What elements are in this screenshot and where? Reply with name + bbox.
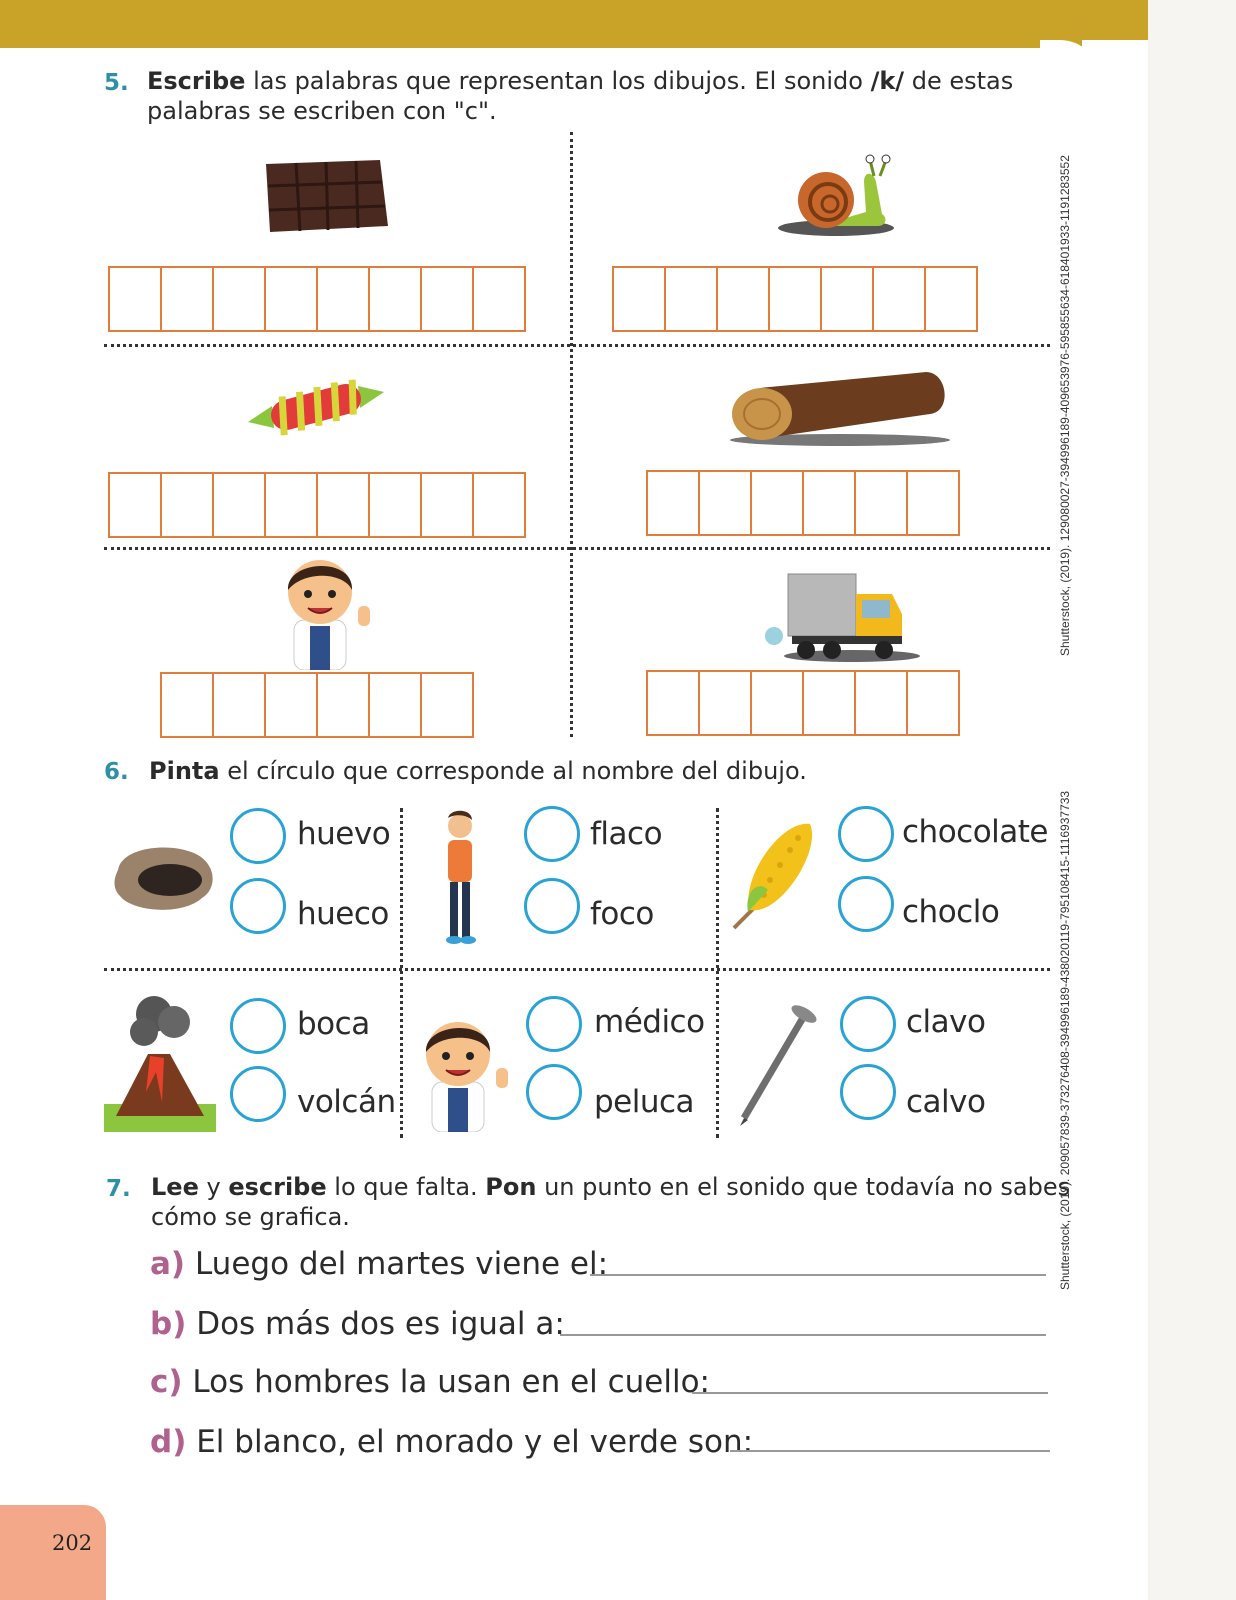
- option-label-chocolate: chocolate: [902, 814, 1049, 850]
- exercise-7-text: lo que falta.: [326, 1173, 486, 1201]
- option-label-peluca: peluca: [594, 1084, 695, 1120]
- option-label-choclo: choclo: [902, 894, 1000, 930]
- exercise-7-instruction-line2: cómo se grafica.: [151, 1203, 350, 1231]
- exercise-6-divider-v1: [400, 808, 403, 1138]
- letter-box[interactable]: [646, 670, 700, 736]
- image-credit-top: Shutterstock, (2019). 129080027-394996189-409653976-595855634-618401933-1191283552: [1058, 155, 1072, 656]
- sentence-a: [150, 1246, 608, 1282]
- hole-icon: [112, 840, 218, 916]
- letter-box[interactable]: [420, 672, 474, 738]
- letter-box[interactable]: [906, 470, 960, 536]
- exercise-5-verb: Escribe: [147, 67, 246, 95]
- letter-box[interactable]: [160, 266, 214, 332]
- option-label-medico: médico: [594, 1004, 705, 1040]
- letter-box[interactable]: [368, 472, 422, 538]
- top-color-band: [0, 0, 1148, 48]
- letter-box[interactable]: [716, 266, 770, 332]
- chocolate-bar-icon: [262, 160, 390, 234]
- truck-icon: [762, 570, 920, 662]
- right-margin: [1082, 40, 1148, 1600]
- option-circle-choclo[interactable]: [838, 876, 894, 932]
- exercise-5-text-end: de estas: [904, 67, 1014, 95]
- item-letter: a): [150, 1246, 186, 1282]
- letter-box[interactable]: [420, 472, 474, 538]
- letter-box[interactable]: [768, 266, 822, 332]
- exercise-5-phoneme: /k/: [870, 67, 905, 95]
- option-circle-huevo[interactable]: [230, 808, 286, 864]
- exercise-7-text: un punto en el sonido que todavía no sabes: [536, 1173, 1071, 1201]
- letter-box[interactable]: [698, 470, 752, 536]
- option-circle-volcan[interactable]: [230, 1066, 286, 1122]
- letter-box[interactable]: [160, 472, 214, 538]
- answer-boxes-truck[interactable]: [648, 670, 960, 736]
- letter-box[interactable]: [698, 670, 752, 736]
- answer-line-d[interactable]: [730, 1450, 1050, 1452]
- option-label-flaco: flaco: [590, 816, 663, 852]
- sentence-text: Los hombres la usan en el cuello:: [192, 1364, 711, 1400]
- candy-icon: [248, 378, 384, 436]
- exercise-6-number: 6.: [104, 759, 129, 785]
- answer-line-c[interactable]: [692, 1392, 1048, 1394]
- letter-box[interactable]: [212, 266, 266, 332]
- snail-icon: [778, 154, 898, 238]
- sentence-text: Luego del martes viene el:: [194, 1246, 609, 1282]
- doctor-icon-small: [412, 1012, 522, 1132]
- option-circle-hueco[interactable]: [230, 878, 286, 934]
- answer-line-b[interactable]: [560, 1334, 1046, 1336]
- page-number: 202: [52, 1531, 93, 1555]
- letter-box[interactable]: [472, 472, 526, 538]
- letter-box[interactable]: [802, 470, 856, 536]
- page-number-tab: [0, 1505, 106, 1600]
- option-label-huevo: huevo: [297, 816, 391, 852]
- option-circle-flaco[interactable]: [524, 806, 580, 862]
- exercise-5-instruction-line1: [147, 66, 1013, 96]
- letter-box[interactable]: [750, 470, 804, 536]
- letter-box[interactable]: [264, 472, 318, 538]
- letter-box[interactable]: [264, 266, 318, 332]
- item-letter: c): [150, 1364, 183, 1400]
- option-circle-medico[interactable]: [526, 996, 582, 1052]
- corn-icon: [730, 820, 820, 932]
- letter-box[interactable]: [664, 266, 718, 332]
- letter-box[interactable]: [212, 472, 266, 538]
- nail-icon: [736, 1000, 822, 1128]
- option-label-boca: boca: [297, 1006, 370, 1042]
- option-circle-foco[interactable]: [524, 878, 580, 934]
- letter-box[interactable]: [316, 266, 370, 332]
- option-circle-clavo[interactable]: [840, 996, 896, 1052]
- answer-boxes-log[interactable]: [648, 470, 960, 536]
- sentence-c: [150, 1364, 710, 1400]
- exercise-6-row-divider: [104, 968, 1050, 971]
- exercise-6-divider-v2: [716, 808, 719, 1138]
- exercise-5-text: las palabras que representan los dibujos. El sonido: [245, 67, 871, 95]
- answer-boxes-doctor[interactable]: [162, 672, 474, 738]
- letter-box[interactable]: [160, 672, 214, 738]
- option-circle-calvo[interactable]: [840, 1064, 896, 1120]
- letter-box[interactable]: [854, 670, 908, 736]
- letter-box[interactable]: [646, 470, 700, 536]
- letter-box[interactable]: [420, 266, 474, 332]
- letter-box[interactable]: [802, 670, 856, 736]
- letter-box[interactable]: [750, 670, 804, 736]
- letter-box[interactable]: [612, 266, 666, 332]
- doctor-icon: [274, 550, 384, 670]
- letter-box[interactable]: [316, 672, 370, 738]
- letter-box[interactable]: [108, 266, 162, 332]
- exercise-7-number: 7.: [106, 1176, 131, 1202]
- sentence-text: Dos más dos es igual a:: [196, 1306, 565, 1342]
- letter-box[interactable]: [212, 672, 266, 738]
- option-label-hueco: hueco: [297, 896, 389, 932]
- exercise-6-verb: Pinta: [149, 757, 220, 785]
- image-credit-bottom: Shutterstock, (2019). 209057839-373276408-394996189-438020119-795108415-1116937733: [1058, 790, 1072, 1290]
- exercise-7-verb-lee: Lee: [151, 1173, 199, 1201]
- sentence-b: [150, 1306, 565, 1342]
- letter-box[interactable]: [264, 672, 318, 738]
- exercise-5-number: 5.: [104, 70, 129, 96]
- letter-box[interactable]: [820, 266, 874, 332]
- sentence-text: El blanco, el morado y el verde son:: [196, 1424, 754, 1460]
- letter-box[interactable]: [108, 472, 162, 538]
- letter-box[interactable]: [854, 470, 908, 536]
- item-letter: b): [150, 1306, 187, 1342]
- letter-box[interactable]: [906, 670, 960, 736]
- option-label-volcan: volcán: [297, 1084, 396, 1120]
- exercise-5-vertical-divider: [570, 132, 573, 737]
- exercise-6-instruction: [149, 756, 807, 786]
- exercise-7-verb-escribe: escribe: [228, 1173, 327, 1201]
- exercise-5-row-divider-1: [104, 344, 1050, 347]
- exercise-5-row-divider-2: [104, 547, 1050, 550]
- exercise-6-text: el círculo que corresponde al nombre del dibujo.: [219, 757, 807, 785]
- letter-box[interactable]: [368, 266, 422, 332]
- option-circle-boca[interactable]: [230, 998, 286, 1054]
- exercise-7-text: y: [198, 1173, 229, 1201]
- letter-box[interactable]: [368, 672, 422, 738]
- log-icon: [730, 368, 952, 446]
- answer-line-a[interactable]: [590, 1274, 1046, 1276]
- answer-boxes-chocolate[interactable]: [110, 266, 526, 332]
- exercise-7-verb-pon: Pon: [485, 1173, 537, 1201]
- exercise-7-instruction-line1: [151, 1172, 1070, 1202]
- letter-box[interactable]: [872, 266, 926, 332]
- option-circle-chocolate[interactable]: [838, 806, 894, 862]
- option-circle-peluca[interactable]: [526, 1064, 582, 1120]
- option-label-clavo: clavo: [906, 1004, 986, 1040]
- option-label-foco: foco: [590, 896, 654, 932]
- sentence-d: [150, 1424, 753, 1460]
- item-letter: d): [150, 1424, 187, 1460]
- volcano-icon: [104, 992, 216, 1132]
- option-label-calvo: calvo: [906, 1084, 986, 1120]
- exercise-5-instruction-line2: palabras se escriben con "c".: [147, 97, 497, 125]
- letter-box[interactable]: [316, 472, 370, 538]
- thin-man-icon: [432, 808, 488, 946]
- letter-box[interactable]: [472, 266, 526, 332]
- answer-boxes-candy[interactable]: [110, 472, 526, 538]
- answer-boxes-snail[interactable]: [614, 266, 978, 332]
- letter-box[interactable]: [924, 266, 978, 332]
